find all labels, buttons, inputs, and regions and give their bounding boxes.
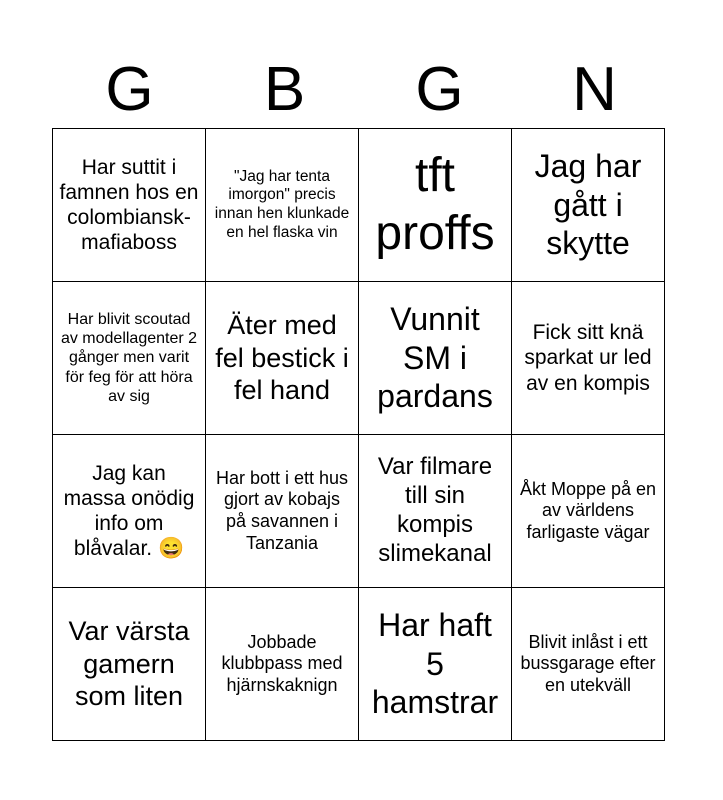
bingo-cell[interactable]: Har bott i ett hus gjort av kobajs på savannen i Tanzania xyxy=(206,435,359,588)
bingo-cell[interactable]: Har blivit scoutad av modellagenter 2 gånger men varit för feg för att höra av sig xyxy=(53,282,206,435)
header-letter-1: G xyxy=(105,55,154,124)
bingo-cell[interactable]: Var värsta gamern som liten xyxy=(53,588,206,741)
bingo-cell[interactable]: Har suttit i famnen hos en colombiansk-mafiaboss xyxy=(53,129,206,282)
bingo-cell[interactable]: Har haft 5 hamstrar xyxy=(359,588,512,741)
bingo-header xyxy=(52,52,672,128)
bingo-cell[interactable]: Var filmare till sin kompis slimekanal xyxy=(359,435,512,588)
bingo-cell[interactable]: Äter med fel bestick i fel hand xyxy=(206,282,359,435)
bingo-cell[interactable]: Blivit inlåst i ett bussgarage efter en utekväll xyxy=(512,588,665,741)
bingo-board xyxy=(52,128,665,741)
bingo-cell[interactable]: "Jag har tenta imorgon" precis innan hen klunkade en hel flaska vin xyxy=(206,129,359,282)
header-letter-2: B xyxy=(263,55,306,124)
bingo-cell[interactable]: Åkt Moppe på en av världens farligaste vägar xyxy=(512,435,665,588)
bingo-cell[interactable]: Jobbade klubbpass med hjärnskaknign xyxy=(206,588,359,741)
board-row xyxy=(53,282,665,435)
header-letter-4: N xyxy=(572,55,617,124)
bingo-cell[interactable]: Fick sitt knä sparkat ur led av en kompis xyxy=(512,282,665,435)
bingo-cell[interactable]: tft proffs xyxy=(359,129,512,282)
header-letter-3: G xyxy=(415,55,464,124)
board-row xyxy=(53,435,665,588)
board-row xyxy=(53,588,665,741)
bingo-cell[interactable]: Vunnit SM i pardans xyxy=(359,282,512,435)
bingo-cell[interactable]: Jag kan massa onödig info om blåvalar. 😄 xyxy=(53,435,206,588)
bingo-cell[interactable]: Jag har gått i skytte xyxy=(512,129,665,282)
board-row xyxy=(53,129,665,282)
